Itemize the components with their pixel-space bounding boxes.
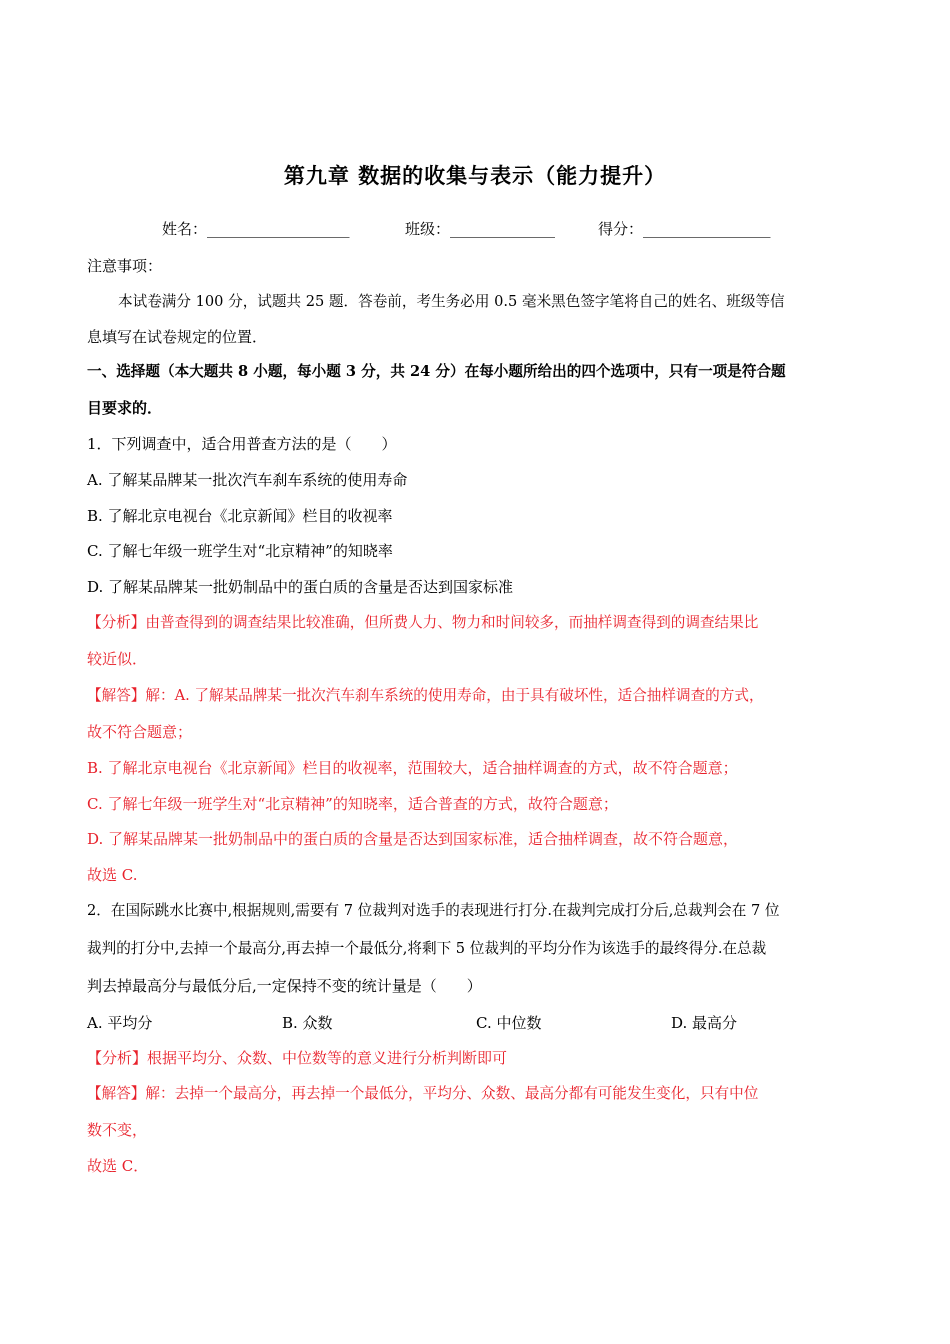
question-2-answer: 故选 C． <box>87 1157 149 1175</box>
question-1-stem: 1．下列调查中，适合用普查方法的是（ ） <box>87 435 397 453</box>
question-1-option-d: D. 了解某品牌某一批奶制品中的蛋白质的含量是否达到国家标准 <box>87 578 514 596</box>
question-2-option-a: A. 平均分 <box>87 1014 153 1032</box>
question-2-option-d: D. 最高分 <box>671 1014 738 1032</box>
question-1-answer: 故不符合题意； <box>87 723 193 741</box>
notice-heading: 注意事项： <box>87 257 163 275</box>
question-1-answer: 故选 C. <box>87 866 138 884</box>
question-1-analysis: 较近似． <box>87 650 148 668</box>
name-field: 姓名：___________________ <box>162 220 350 238</box>
page-title: 第九章 数据的收集与表示（能力提升） <box>283 163 667 188</box>
question-1-option-b: B. 了解北京电视台《北京新闻》栏目的收视率 <box>87 507 393 525</box>
question-2-analysis: 【分析】根据平均分、众数、中位数等的意义进行分析判断即可 <box>87 1049 508 1067</box>
score-field: 得分：_________________ <box>598 220 771 238</box>
class-field: 班级：______________ <box>405 220 556 238</box>
question-1-answer: 【解答】解：A. 了解某品牌某一批次汽车刹车系统的使用寿命，由于具有破坏性，适合抽样调查的方式， <box>87 687 764 704</box>
notice-line: 本试卷满分 100 分，试题共 25 题．答卷前，考生务必用 0.5 毫米黑色签字笔将自己的姓名、班级等信 <box>118 293 785 310</box>
question-1-analysis: 【分析】由普查得到的调查结果比较准确，但所费人力、物力和时间较多，而抽样调查得到的调查结果比 <box>87 614 759 631</box>
notice-line: 息填写在试卷规定的位置． <box>87 328 268 346</box>
question-1-option-c: C. 了解七年级一班学生对“北京精神”的知晓率 <box>87 542 393 560</box>
question-1-option-a: A. 了解某品牌某一批次汽车刹车系统的使用寿命 <box>87 471 408 489</box>
question-2-option-b: B. 众数 <box>282 1014 333 1032</box>
question-1-answer: C. 了解七年级一班学生对“北京精神”的知晓率，适合普查的方式，故符合题意； <box>87 795 618 813</box>
question-2-answer: 数不变， <box>87 1121 148 1139</box>
question-1-answer: D. 了解某品牌某一批奶制品中的蛋白质的含量是否达到国家标准，适合抽样调查，故不符合题意， <box>87 830 739 848</box>
question-2-stem: 判去掉最高分与最低分后,一定保持不变的统计量是（ ） <box>87 977 482 995</box>
question-1-answer: B. 了解北京电视台《北京新闻》栏目的收视率，范围较大，适合抽样调查的方式，故不符合题意； <box>87 759 738 777</box>
question-2-stem: 裁判的打分中,去掉一个最高分,再去掉一个最低分,将剩下 5 位裁判的平均分作为该选手的最终得分.在总裁 <box>87 940 767 957</box>
question-2-answer: 【解答】解：去掉一个最高分，再去掉一个最低分，平均分、众数、最高分都有可能发生变化，只有中位 <box>87 1085 759 1102</box>
question-2-stem: 2．在国际跳水比赛中,根据规则,需要有 7 位裁判对选手的表现进行打分.在裁判完成打分后,总裁判会在 7 位 <box>87 902 780 919</box>
question-2-option-c: C. 中位数 <box>476 1014 542 1032</box>
section-heading: 一、选择题（本大题共 8 小题，每小题 3 分，共 24 分）在每小题所给出的四个选项中，只有一项是符合题 <box>87 363 786 380</box>
section-heading: 目要求的． <box>87 399 163 417</box>
